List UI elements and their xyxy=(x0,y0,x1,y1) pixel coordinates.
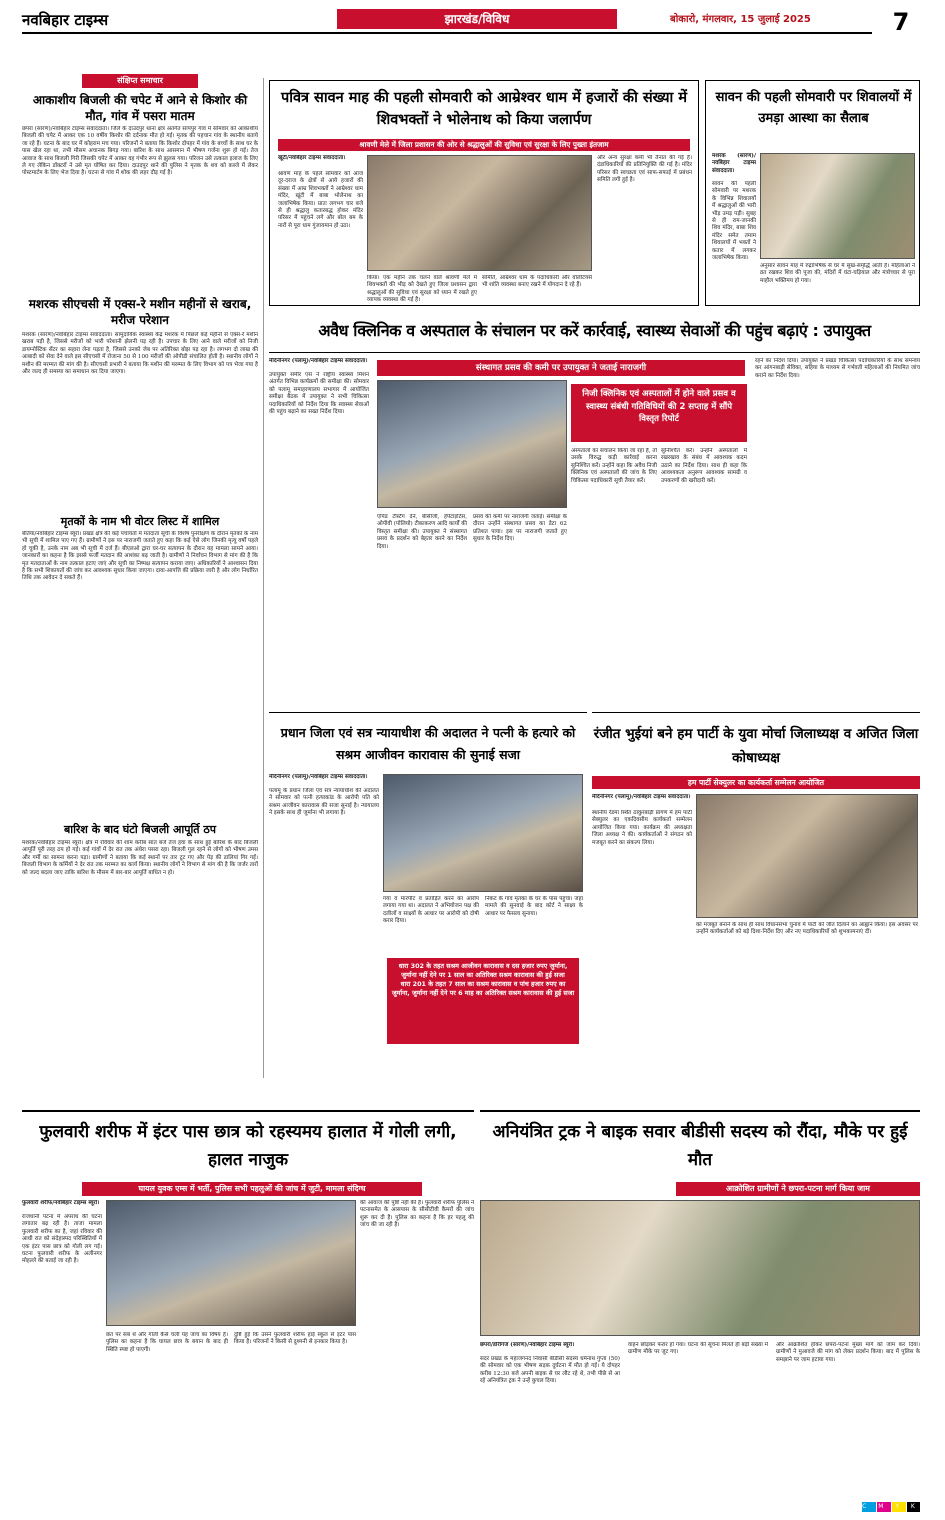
page-number: 7 xyxy=(892,8,910,36)
student-photo xyxy=(106,1200,356,1326)
clinic-col-6: रहने का निर्देश दिया। उपायुक्त ने प्रखंड चिकित्सा पदाधिकारियों के साथ समन्वय कर आंगनबाड़ी सेविका, सहिया के माध्यम से गर्भवती महिलाओं की नियमित जांच कराने का निर्देश दिया। xyxy=(755,358,920,379)
sidebar-headline-3: मृतकों के नाम भी वोटर लिस्ट में शामिल xyxy=(60,515,220,528)
student-bar: घायल युवक एम्स में भर्ती, पुलिस सभी पहलुओं की जांच में जुटी, मामला संदिग्ध xyxy=(82,1182,422,1196)
court-col-1: पलामू के प्रधान जिला एवं सत्र न्यायाधीश की अदालत ने सोमवार को पत्नी हत्याकांड के आरोपी पति को सश्रम आजीवन कारावास की सजा सुनाई है। न्यायालय ने इसके साथ ही जुर्माना भी लगाया है। xyxy=(269,788,379,817)
clinic-subbox-text: निजी क्लिनिक एवं अस्पतालों में होने वाले प्रसव व स्वास्थ्य संबंधी गतिविधियों की 2 सप्ताह में सौंपे विस्तृत रिपोर्ट xyxy=(582,389,736,424)
court-top-rule xyxy=(269,712,587,713)
clinic-dateline: मेदिनीनगर (पलामू)/नवबिहार टाइम्स संवाददाता। xyxy=(269,358,368,364)
masthead xyxy=(0,0,945,44)
party-col-1: स्थानीय रेडमा स्थित ठाकुरबाड़ी प्रांगण में हम पार्टी सेक्युलर का एकदिवसीय कार्यकर्ता सम्मेलन आयोजित किया गया। कार्यक्रम की अध्यक्षता जिला अध्यक्ष ने की। कार्यकर्ताओं ने संगठन को मजबूत करने का संकल्प लिया। xyxy=(592,810,692,846)
court-col-3: निकट के गांव मृतका के घर के पास पहुंचा। जहां मामले की सुनवाई के बाद कोर्ट ने साक्ष्य के आधार पर फैसला सुनाया। xyxy=(485,896,583,917)
story-sawan-masrakh xyxy=(705,80,920,306)
sawan-dateline: खूंटी/नवबिहार टाइम्स संवाददाता। xyxy=(278,155,346,161)
truck-dateline: छपरा/डोरीगंज (सारण)/नवबिहार टाइम्स ब्यूरो। xyxy=(480,1342,575,1348)
clinic-subbox xyxy=(571,384,747,442)
clinic-col-5: सुनिश्चित करें। उन्होंने अस्पतालों में रखरखाव के संबंध में आवश्यक कदम उठाने का निर्देश दिया। साथ ही कहा कि आवश्यकता अनुरूप आवश्यक सामग्री व उपकरणों की खरीदारी करें। xyxy=(661,448,747,484)
story-student xyxy=(22,1110,474,1502)
sawan-photo xyxy=(367,155,592,271)
clinic-col-1: उपायुक्त समीर एस ने राष्ट्रीय स्वास्थ्य मिशन अंतर्गत विभिन्न कार्यक्रमों की समीक्षा की। सोमवार को पलामू समाहरणालय सभागार में आयोजित समीक्षा बैठक में उपायुक्त ने सभी चिकित्सा पदाधिकारियों को निर्देश दिया कि स्वास्थ्य सेवाओं की पहुंच बढ़ाने का सख्त निर्देश दिया। xyxy=(269,372,369,416)
story-sawan-deoghar xyxy=(269,80,699,306)
party-photo xyxy=(696,794,918,918)
sidebar-body-1: छपरा (सारण)/नवबिहार टाइम्स संवाददाता। जिले के दाउदपुर थाना क्षेत्र अंतर्गत सापपुर गांव में सोमवार को आकाशीय बिजली की चपेट में आकर एक 10 वर्षीय किशोर की दर्दनाक मौत हो गई। मृतक की पहचान गांव के स्थानीय बताये जा रहे हैं। घटना के बाद घर में कोहराम मच गया। परिजनों ने बताया कि किशोर दोपहर में गांव के बच्चों के साथ घर के पास खेल रहा था, तभी मौसम अचानक बिगड़ गया। बारिश के साथ आसमान में भीषण गर्जना शुरू हो गई। तेज आवाज के साथ बिजली गिरी जिसकी चपेट में आकर वह गंभीर रूप से झुलस गया। परिजन उसे तत्काल इलाज के लिए ले गए लेकिन डॉक्टरों ने उसे मृत घोषित कर दिया। दाउदपुर थाने की पुलिस ने मृतक के शव को कब्जे में लेकर पोस्टमार्टम के लिए भेज दिया है। घटना से गांव में शोक की लहर दौड़ गई है। xyxy=(22,126,258,177)
sidebar-body-3: बेतिया/नवबिहार टाइम्स ब्यूरो। प्रखंड क्षेत्र की कई पंचायतों में मतदाता सूची के विशेष पुनरीक्षण के दौरान मृतकों के नाम भी सूची में शामिल पाए गए हैं। ग्रामीणों ने इस पर नाराजगी जताते हुए कहा कि कई ऐसे लोग जिनकी मृत्यु वर्षों पहले हो चुकी है, उनके नाम अब भी सूची में दर्ज हैं। बीएलओ द्वारा घर-घर सत्यापन के दौरान यह मामला सामने आया। जानकारों का कहना है कि इससे फर्जी मतदान की आशंका बढ़ जाती है। ग्रामीणों ने निर्वाचन विभाग से मांग की है कि मृत मतदाताओं के नाम तत्काल हटाए जाएं और सूची का निष्पक्ष सत्यापन कराया जाए। अधिकारियों ने आश्वासन दिया है कि सभी शिकायतों की जांच कर आवश्यक सुधार किया जाएगा। दावा-आपत्ति की प्रक्रिया जारी है और लोग निर्धारित तिथि तक आवेदन दे सकते हैं। xyxy=(22,531,258,582)
student-col-3: छत पर सब थे और गोली कैसे चली यह जांच का विषय है। पुलिस का कहना है कि घायल छात्र के बयान के बाद ही स्थिति स्पष्ट हो पाएगी। xyxy=(106,1332,228,1353)
masrakh-headline: सावन की पहली सोमवारी पर शिवालयों में उमड़ा आस्था का सैलाब xyxy=(715,90,912,126)
paper-name: नवबिहार टाइम्स xyxy=(22,11,109,29)
dateline: बोकारो, मंगलवार, 15 जुलाई 2025 xyxy=(670,14,811,25)
sawan-bar: श्रावणी मेले में जिला प्रशासन की ओर से श्रद्धालुओं की सुविधा एवं सुरक्षा के लिए पुख्ता इंतजाम xyxy=(278,139,690,151)
clinic-photo xyxy=(377,380,567,508)
masthead-rule xyxy=(22,32,872,34)
student-dateline: फुलवारी शरीफ/नवबिहार टाइम्स ब्यूरो। xyxy=(22,1200,100,1206)
clinic-col-3: प्रसव की कमी पर नाराजगी जताई। समीक्षा के दौरान उन्होंने संस्थागत प्रसव का डेटा 62 प्रतिशत पाया। इस पर नाराजगी जताते हुए सुधार के निर्देश दिए। xyxy=(473,514,567,543)
clinic-headline: अवैध क्लिनिक व अस्पताल के संचालन पर करें कार्रवाई, स्वास्थ्य सेवाओं की पहुंच बढ़ाएं : उपायुक्त xyxy=(318,321,871,340)
sidebar-headline-2: मशरक सीएचसी में एक्स-रे मशीन महीनों से खराब, मरीज परेशान xyxy=(28,297,252,327)
student-headline: फुलवारी शरीफ में इंटर पास छात्र को रहस्यमय हालात में गोली लगी, हालत नाजुक xyxy=(39,1122,457,1170)
story-truck xyxy=(480,1110,920,1502)
truck-photo xyxy=(480,1200,920,1336)
clinic-bar: संस्थागत प्रसव की कमी पर उपायुक्त ने जताई नाराजगी xyxy=(377,360,745,376)
sawan-col-4: और अन्य सुरक्षा कर्मी भी तैनात की गई है। दंडाधिकारियों की प्रतिनियुक्ति की गई है। मंदिर परिसर की स्वच्छता एवं साफ-सफाई में प्रबंधन समिति लगी हुई है। xyxy=(597,155,692,184)
sidebar-body-4: मशरक/नवबिहार टाइम्स ब्यूरो। क्षेत्र में रविवार की शाम करीब सात बजे तेज हवा के साथ हुई बारिश के बाद बिजली आपूर्ति पूरी तरह ठप हो गई। कई गांवों में देर रात तक अंधेरा पसरा रहा। बिजली गुल रहने से लोगों को भीषण उमस और गर्मी का सामना करना पड़ा। ग्रामीणों ने बताया कि कई स्थानों पर तार टूट गए और पेड़ की डालियां गिर गईं। बिजली विभाग के कर्मियों ने देर रात तक मरम्मत का कार्य किया। स्थानीय लोगों ने विभाग से मांग की है कि जर्जर तारों को जल्द बदला जाए ताकि बारिश के मौसम में बार-बार आपूर्ति बाधित न हो। xyxy=(22,840,258,876)
sidebar-headline-4: बारिश के बाद घंटो बिजली आपूर्ति ठप xyxy=(63,823,217,836)
truck-col-2: वाहन छोड़कर फरार हो गया। घटना की सूचना मिलते ही बड़ी संख्या में ग्रामीण मौके पर जुट गए। xyxy=(628,1342,768,1356)
clinic-col-4: अस्पतालों का संचालन किया जा रहा है, तो उसके विरुद्ध कड़ी कार्रवाई करना सुनिश्चित करें। उन्होंने कहा कि अवैध निजी क्लिनिक एवं अस्पतालों की जांच के लिए चिकित्सा पदाधिकारी सूची तैयार करें। xyxy=(571,448,657,484)
party-dateline: मेदिनीनगर (पलामू)/नवबिहार टाइम्स संवाददाता। xyxy=(592,794,691,800)
sidebar-label: संक्षिप्त समाचार xyxy=(82,74,198,88)
story-party xyxy=(592,712,920,1104)
party-headline: रंजीत भुईयां बने हम पार्टी के युवा मोर्चा जिलाध्यक्ष व अजित जिला कोषाध्यक्ष xyxy=(593,726,919,766)
student-col-2: की आवाज की पुष्टि नहीं की है। फुलवारी शरीफ पुलिस ने पटनासमेत के आसपास के सीसीटीवी कैमरों की जांच शुरू कर दी है। पुलिस का कहना है कि हर पहलू की जांच की जा रही है। xyxy=(360,1200,474,1229)
masrakh-col-1: सावन की पहली सोमवारी पर मशरक के विभिन्न शिवालयों में श्रद्धालुओं की भारी भीड़ उमड़ पड़ी। सुबह से ही राम-जानकी शिव मंदिर, बाबा शिव मंदिर समेत तमाम शिवालयों में भक्तों ने कतार में लगकर जलाभिषेक किया। xyxy=(712,181,756,262)
story-clinic xyxy=(269,312,920,706)
court-callout-text: धारा 302 के तहत सश्रम आजीवन कारावास व दस हजार रुपए जुर्माना, जुर्माना नहीं देने पर 1 साल का अतिरिक्त सश्रम कारावास की हुई सजा धारा 201 के तहत 7 साल का सश्रम कारावास व पांच हजार रुपए का जुर्माना, जुर्माना नहीं देने पर 6 माह का अतिरिक्त सश्रम कारावास की हुई सजा xyxy=(391,962,575,997)
truck-col-1: सदर प्रखंड के महाजगनंद निवासी बीडीसी सदस्य धर्मनाथ गुप्ता (50) की सोमवार को एक भीषण सड़क दुर्घटना में मौत हो गई। ये दोपहर करीब 12:30 बजे अपनी बाइक से घर लौट रहे थे, तभी पीछे से आ रहे अनियंत्रित ट्रक ने उन्हें कुचल दिया। xyxy=(480,1356,620,1385)
sawan-col-1: श्रावण माह के पहले सोमवार को आज दूर-दराज के क्षेत्रों से आये हजारों की संख्या में आम्र शिवभक्तों ने आम्रेश्वर धाम मंदिर, खूंटी में बाबा भोलेनाथ का जलाभिषेक किया। प्रातः लगभग चार बजे से ही श्रद्धालु कतारबद्ध होकर मंदिर परिसर में पहुंचने लगे और बोल बम के नारों से पूरा धाम गुंजायमान हो उठा। xyxy=(278,171,363,229)
party-bar: हम पार्टी सेक्युलर का कार्यकर्ता सम्मेलन आयोजित xyxy=(592,776,920,789)
sawan-col-2: किया। एक महीने तक चलने वाले श्रावणी मेले में शिवभक्तों की भीड़ को देखते हुए जिला प्रशासन द्वारा श्रद्धालुओं की सुविधा एवं सुरक्षा को ध्यान में रखते हुए व्यापक व्यवस्था की गई है। xyxy=(367,275,477,303)
clinic-rule xyxy=(269,352,920,353)
sawan-col-3: समिति, आम्रेश्वर धाम के पदाधिकारी और वॉलेंटियर्स भी शांति व्यवस्था बनाए रखने में योगदान दे रहे हैं। xyxy=(482,275,592,289)
truck-bar: आक्रोशित ग्रामीणों ने छपरा-पटना मार्ग किया जाम xyxy=(676,1182,920,1196)
section-label: झारखंड/विविध xyxy=(337,9,617,29)
registration-label: C M Y K xyxy=(862,1503,920,1510)
sidebar-divider xyxy=(263,78,264,1078)
sidebar xyxy=(22,78,258,1078)
court-callout xyxy=(387,958,579,1044)
court-headline: प्रधान जिला एवं सत्र न्यायाधीश की अदालत ने पत्नी के हत्यारे को सश्रम आजीवन कारावास की सुनाई सजा xyxy=(280,725,576,762)
student-top-rule xyxy=(22,1110,474,1112)
sidebar-headline-1: आकाशीय बिजली की चपेट में आने से किशोर की मौत, गांव में पसरा मातम xyxy=(32,93,248,123)
student-col-4: दुष्टि हुई कि उसने फुलवारी शरीफ हाई स्कूल से इंटर पास किया है। परिजनों ने किसी से दुश्मनी से इनकार किया है। xyxy=(234,1332,356,1346)
court-col-2: गया व मारपीट व प्रताड़ित करने का आरोप लगाया गया था। अदालत ने अभियोजन पक्ष की दलीलों व साक्ष्यों के आधार पर आरोपी को दोषी करार दिया। xyxy=(383,896,479,925)
truck-col-3: और आक्रोशित होकर छपरा-पटना मुख्य मार्ग को जाम कर दिया। ग्रामीणों ने मुआवजे की मांग को लेकर प्रदर्शन किया। बाद में पुलिस के समझाने पर जाम हटाया गया। xyxy=(776,1342,920,1363)
party-top-rule xyxy=(592,712,920,713)
masrakh-dateline: मशरक (सारण)/नवबिहार टाइम्स संवाददाता। xyxy=(712,153,756,174)
clinic-col-2: एपिड टेस्टिंग देने, बीसीजी, हेपेटाइटिस, ओपीवी (पोलियो) टीकाकरण आदि कार्यों की विस्तृत समीक्षा की। उपायुक्त ने संस्थागत प्रसव के प्रदर्शन को बेहतर करने का निर्देश दिया। xyxy=(377,514,467,550)
story-court xyxy=(269,712,587,1104)
truck-top-rule xyxy=(480,1110,920,1112)
truck-headline: अनियंत्रित ट्रक ने बाइक सवार बीडीसी सदस्य को रौंदा, मौके पर हुई मौत xyxy=(492,1122,908,1170)
court-photo xyxy=(383,774,583,892)
sawan-headline: पवित्र सावन माह की पहली सोमवारी को आम्रेश्वर धाम में हजारों की संख्या में शिवभक्तों ने भोलेनाथ को किया जलार्पण xyxy=(280,90,688,128)
court-dateline: मेदिनीनगर (पलामू)/नवबिहार टाइम्स संवाददाता। xyxy=(269,774,368,780)
masrakh-col-2: अनुसार सावन माह में रुद्राभिषेक से घर में सुख-समृद्धि आती है। महिलाओं ने व्रत रखकर शिव की पूजा की, मंदिरों में घंटा-घड़ियाल और मंत्रोच्चार से पूरा माहौल भक्तिमय हो गया। xyxy=(760,263,915,284)
party-col-2: को मजबूत बनाने के साथ ही साथ विधानसभा चुनाव में पार्टी को जीत दिलाने का आह्वान किया। इस अवसर पर उन्होंने कार्यकर्ताओं को बड़े दिशा-निर्देश दिए और नए पदाधिकारियों को शुभकामनाएं दीं। xyxy=(696,922,918,936)
student-col-1: राजधानी पटना में अपराध की घटना लगातार बढ़ रही है। ताजा मामला फुलवारी शरीफ का है, जहां रविवार की आधी रात को संदेहास्पद परिस्थितियों में एक इंटर पास छात्र को गोली लग गई। घटना फुलवारी शरीफ के अलीनगर मोहल्ले की बताई जा रही है। xyxy=(22,1214,102,1265)
masrakh-photo xyxy=(760,153,915,259)
cmyk-registration-marks xyxy=(862,1502,920,1514)
sidebar-body-2: मशरक (सारण)/नवबिहार टाइम्स संवाददाता। सामुदायिक स्वास्थ्य केंद्र मशरक में पिछले कई महीनों से एक्स-रे मशीन खराब पड़ी है, जिससे मरीजों को भारी परेशानी झेलनी पड़ रही है। उपचार के लिए आने वाले मरीजों को निजी डायग्नोस्टिक सेंटर का सहारा लेना पड़ता है, जिससे उनको जेब पर अतिरिक्त बोझ पड़ रहा है। लगभग दो लाख की आबादी को सेवा देने वाले इस सीएचसी में रोजाना 50 से 100 मरीजों की ओपीडी संचालित होती है। स्थानीय लोगों ने मशीन की मरम्मत की मांग की है। सीएचसी प्रभारी ने बताया कि मशीन की मरम्मत के लिए विभाग को पत्र भेजा गया है और जल्द ही समस्या का समाधान कर दिया जाएगा। xyxy=(22,332,258,376)
